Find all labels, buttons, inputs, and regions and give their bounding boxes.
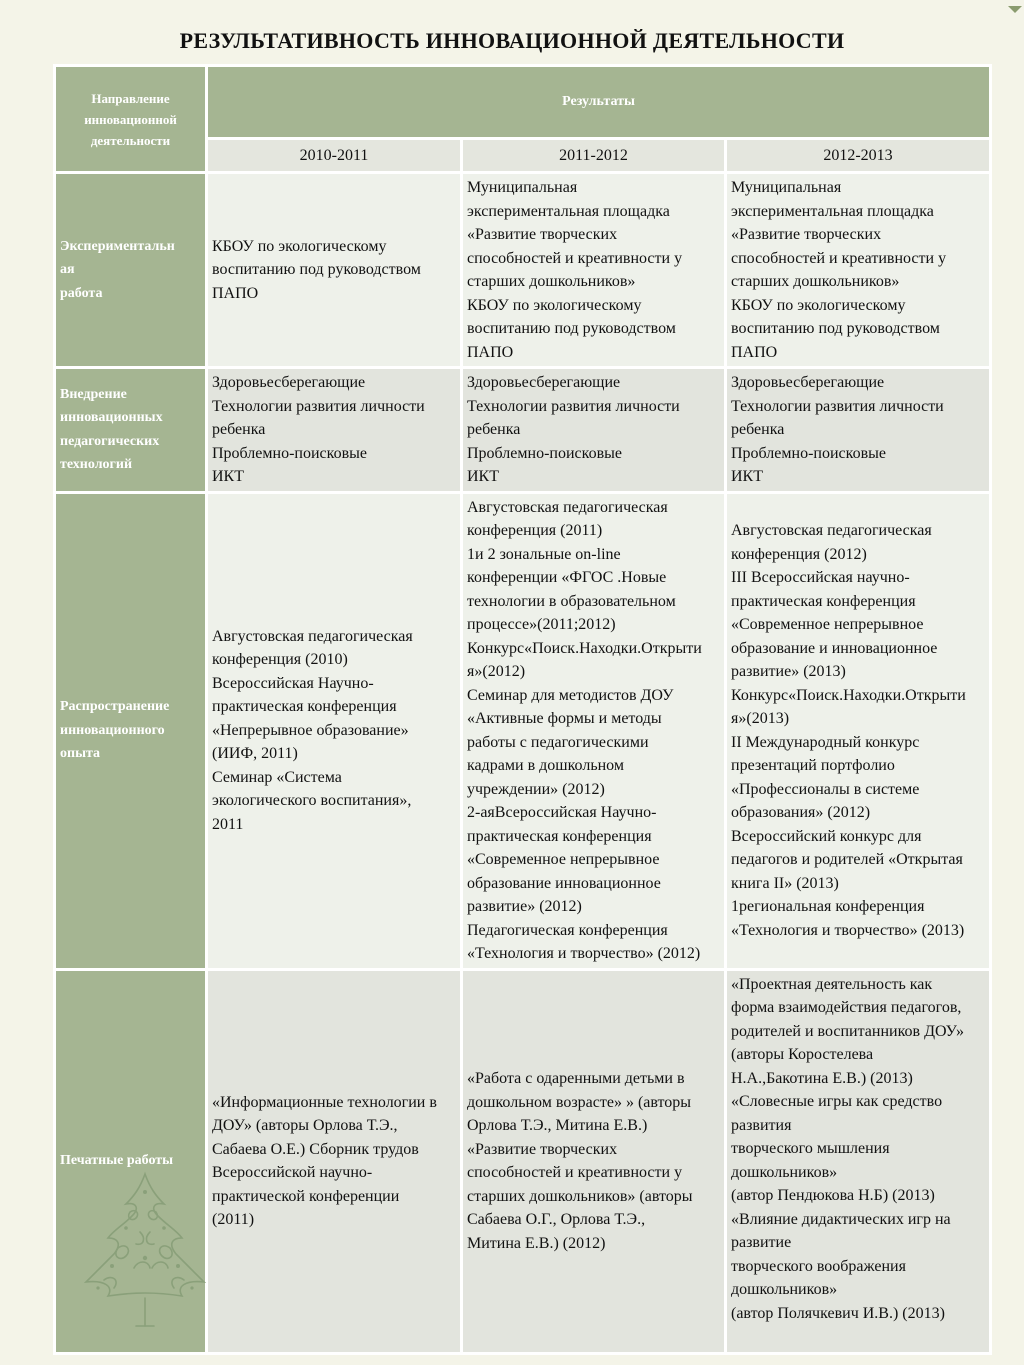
cell-line: 1и 2 зональные on-line	[467, 545, 621, 563]
cell-line: презентаций портфолио	[731, 757, 895, 774]
row-label-line: инновационных	[60, 410, 163, 426]
year-header: 2011-2012	[462, 139, 726, 173]
row-label-line: Печатные работы	[60, 1153, 174, 1169]
cell-line: образование и инновационное	[731, 639, 938, 657]
cell-line: Митина Е.В.) (2012)	[467, 1234, 606, 1252]
cell-line: ИКТ	[467, 468, 499, 485]
cell-line: ДОУ» (авторы Орлова Т.Э.,	[212, 1117, 398, 1134]
cell-line: способностей и креативности у	[731, 249, 947, 267]
direction-header-line: Направление	[91, 90, 170, 106]
cell-line: Августовская педагогическая	[467, 498, 668, 516]
cell-line: 1региональная конференция	[731, 898, 925, 915]
cell-line: Августовская педагогическая	[212, 627, 413, 645]
cell-line: творческого воображения	[731, 1257, 906, 1275]
cell-line: «Развитие творческих	[467, 1140, 618, 1158]
row-label-technologies	[55, 368, 207, 493]
cell-line: II Международный конкурс	[731, 733, 920, 751]
cell-line: «Технология и творчество» (2012)	[467, 945, 701, 962]
cell-line: способностей и креативности у	[467, 1164, 683, 1181]
table-cell	[462, 492, 726, 969]
row-label-line: опыта	[60, 746, 101, 762]
cell-line: воспитанию под руководством	[731, 320, 940, 337]
cell-line: я»(2013)	[731, 710, 790, 727]
cell-line: Семинар «Система	[212, 768, 342, 786]
cell-line: образования» (2012)	[731, 804, 871, 821]
cell-line: старших дошкольников» (авторы	[467, 1187, 693, 1205]
cell-line: Конкурс«Поиск.Находки.Открыти	[731, 686, 966, 704]
cell-line: КБОУ по экологическому	[212, 237, 387, 255]
cell-line: Всероссийская Научно-	[212, 674, 374, 692]
year-header: 2010-2011	[207, 139, 462, 173]
cell-line: процессе»(2011;2012)	[467, 616, 616, 633]
cell-line: Технологии развития личности	[467, 397, 680, 415]
row-label-line: ая	[60, 262, 75, 278]
cell-line: КБОУ по экологическому	[467, 296, 642, 314]
cell-line: ребенка	[467, 421, 521, 438]
cell-line: «Развитие творческих	[731, 226, 882, 243]
cell-line: Н.А.,Бакотина Е.В.) (2013)	[731, 1069, 913, 1087]
table-cell	[462, 173, 726, 368]
cell-line: Технологии развития личности	[212, 397, 425, 415]
cell-line: форма взаимодействия педагогов,	[731, 999, 962, 1016]
direction-header	[55, 66, 207, 173]
row-label-line: педагогических	[60, 433, 160, 449]
cell-line: «Словесные игры как средство	[731, 1093, 943, 1110]
cell-line: способностей и креативности у	[467, 249, 683, 267]
cell-line: экологического воспитания»,	[212, 792, 412, 810]
cell-line: развитие» (2012)	[467, 898, 582, 915]
cell-line: педагогов и родителей «Открытая	[731, 851, 963, 868]
cell-line: «Работа с одаренными детьми в	[467, 1070, 685, 1087]
cell-line: развития	[731, 1116, 792, 1134]
cell-line: Орлова Т.Э., Митина Е.В.)	[467, 1117, 648, 1134]
cell-line: дошкольном возрасте» » (авторы	[467, 1093, 692, 1111]
cell-line: экспериментальная площадка	[731, 202, 934, 220]
cell-line: 2011	[212, 815, 244, 833]
row-label-line: Экспериментальн	[60, 238, 175, 254]
cell-line: (авторы Коростелева	[731, 1046, 874, 1063]
cell-line: Здоровьесберегающие	[467, 374, 621, 391]
cell-line: Муниципальная	[731, 179, 842, 196]
cell-line: Сабаева О.Е.) Сборник трудов	[212, 1140, 419, 1158]
table-cell	[726, 173, 991, 368]
cell-line: «Современное непрерывное	[467, 851, 660, 868]
cell-line: работы с педагогическими	[467, 733, 649, 751]
table-cell	[207, 492, 462, 969]
cell-line: «Активные формы и методы	[467, 710, 662, 727]
cell-line: «Современное непрерывное	[731, 616, 924, 633]
cell-line: КБОУ по экологическому	[731, 296, 906, 314]
table-cell	[726, 969, 991, 1353]
cell-line: практическая конференция	[212, 698, 397, 716]
direction-header-line: инновационной	[84, 111, 177, 127]
results-header: Результаты	[207, 66, 991, 139]
cell-line: (ИИФ, 2011)	[212, 745, 298, 763]
cell-line: ПАПО	[212, 284, 259, 302]
cell-line: старших дошкольников»	[467, 273, 636, 290]
cell-line: ИКТ	[731, 468, 763, 485]
cell-line: практической конференции	[212, 1187, 400, 1205]
row-label-line: технологий	[60, 457, 133, 473]
decorative-tree-icon	[74, 1168, 216, 1330]
cell-line: я»(2012)	[467, 663, 526, 680]
row-label-experimental	[55, 173, 207, 368]
row-label-line: Внедрение	[60, 386, 127, 402]
cell-line: Здоровьесберегающие	[212, 374, 366, 391]
cell-line: Технологии развития личности	[731, 397, 944, 415]
cell-line: воспитанию под руководством	[212, 261, 421, 279]
cell-line: «Информационные технологии в	[212, 1093, 437, 1111]
cell-line: Семинар для методистов ДОУ	[467, 686, 674, 704]
cell-line: (автор Пендюкова Н.Б) (2013)	[731, 1187, 935, 1204]
cell-line: конференция (2012)	[731, 545, 867, 563]
cell-line: технологии в образовательном	[467, 592, 676, 610]
cell-line: «Развитие творческих	[467, 226, 618, 243]
results-table	[53, 64, 992, 1355]
cell-line: развитие» (2013)	[731, 663, 846, 680]
cell-line: «Проектная деятельность как	[731, 975, 933, 993]
cell-line: экспериментальная площадка	[467, 202, 670, 220]
cell-line: творческого мышления	[731, 1140, 890, 1157]
cell-line: практическая конференция	[731, 592, 916, 610]
cell-line: практическая конференция	[467, 827, 652, 845]
cell-line: (автор Полячкевич И.В.) (2013)	[731, 1304, 945, 1322]
row-label-line: Распространение	[60, 699, 170, 715]
cell-line: родителей и воспитанников ДОУ»	[731, 1022, 964, 1040]
cell-line: кадрами в дошкольном	[467, 757, 624, 774]
direction-header-line: деятельности	[90, 132, 171, 148]
row-label-line: инновационного	[60, 722, 165, 738]
cell-line: дошкольников»	[731, 1163, 838, 1181]
cell-line: III Всероссийская научно-	[731, 569, 910, 586]
row-label-dissemination	[55, 492, 207, 969]
table-cell	[207, 173, 462, 368]
corner-arrow-icon	[1008, 6, 1022, 13]
year-header: 2012-2013	[726, 139, 991, 173]
cell-line: Августовская педагогическая	[731, 522, 932, 539]
cell-line: образование инновационное	[467, 874, 661, 892]
cell-line: конференции «ФГОС .Новые	[467, 569, 667, 586]
cell-line: 2-аяВсероссийская Научно-	[467, 804, 657, 821]
cell-line: (2011)	[212, 1211, 255, 1228]
cell-line: учреждении» (2012)	[467, 780, 605, 798]
cell-line: дошкольников»	[731, 1281, 838, 1298]
table-cell	[462, 969, 726, 1353]
cell-line: Всероссийской научно-	[212, 1164, 373, 1181]
cell-line: воспитанию под руководством	[467, 320, 676, 337]
cell-line: Всероссийский конкурс для	[731, 827, 922, 845]
cell-line: «Непрерывное образование»	[212, 721, 409, 739]
cell-line: ребенка	[212, 421, 266, 438]
row-label-line: работа	[60, 285, 103, 301]
table-cell	[462, 368, 726, 493]
cell-line: «Профессионалы в системе	[731, 780, 920, 798]
cell-line: «Технология и творчество» (2013)	[731, 921, 965, 939]
cell-line: ИКТ	[212, 468, 244, 485]
cell-line: книга II» (2013)	[731, 874, 839, 892]
cell-line: ребенка	[731, 421, 785, 438]
cell-line: Проблемно-поисковые	[212, 444, 367, 462]
cell-line: ПАПО	[467, 343, 514, 361]
cell-line: Проблемно-поисковые	[467, 444, 622, 462]
cell-line: «Влияние дидактических игр на	[731, 1210, 951, 1228]
table-cell	[207, 969, 462, 1353]
cell-line: Конкурс«Поиск.Находки.Открыти	[467, 639, 702, 657]
cell-line: конференция (2011)	[467, 522, 603, 539]
cell-line: старших дошкольников»	[731, 273, 900, 290]
cell-line: конференция (2010)	[212, 651, 348, 669]
table-cell	[207, 368, 462, 493]
cell-line: ПАПО	[731, 343, 778, 361]
page-title: РЕЗУЛЬТАТИВНОСТЬ ИННОВАЦИОННОЙ ДЕЯТЕЛЬНОСТИ	[179, 28, 845, 53]
cell-line: Педагогическая конференция	[467, 921, 668, 939]
cell-line: Проблемно-поисковые	[731, 444, 886, 462]
cell-line: Здоровьесберегающие	[731, 374, 885, 391]
cell-line: развитие	[731, 1234, 792, 1251]
cell-line: Муниципальная	[467, 179, 578, 196]
table-cell	[726, 492, 991, 969]
cell-line: Сабаева О.Г., Орлова Т.Э.,	[467, 1211, 646, 1228]
table-cell	[726, 368, 991, 493]
